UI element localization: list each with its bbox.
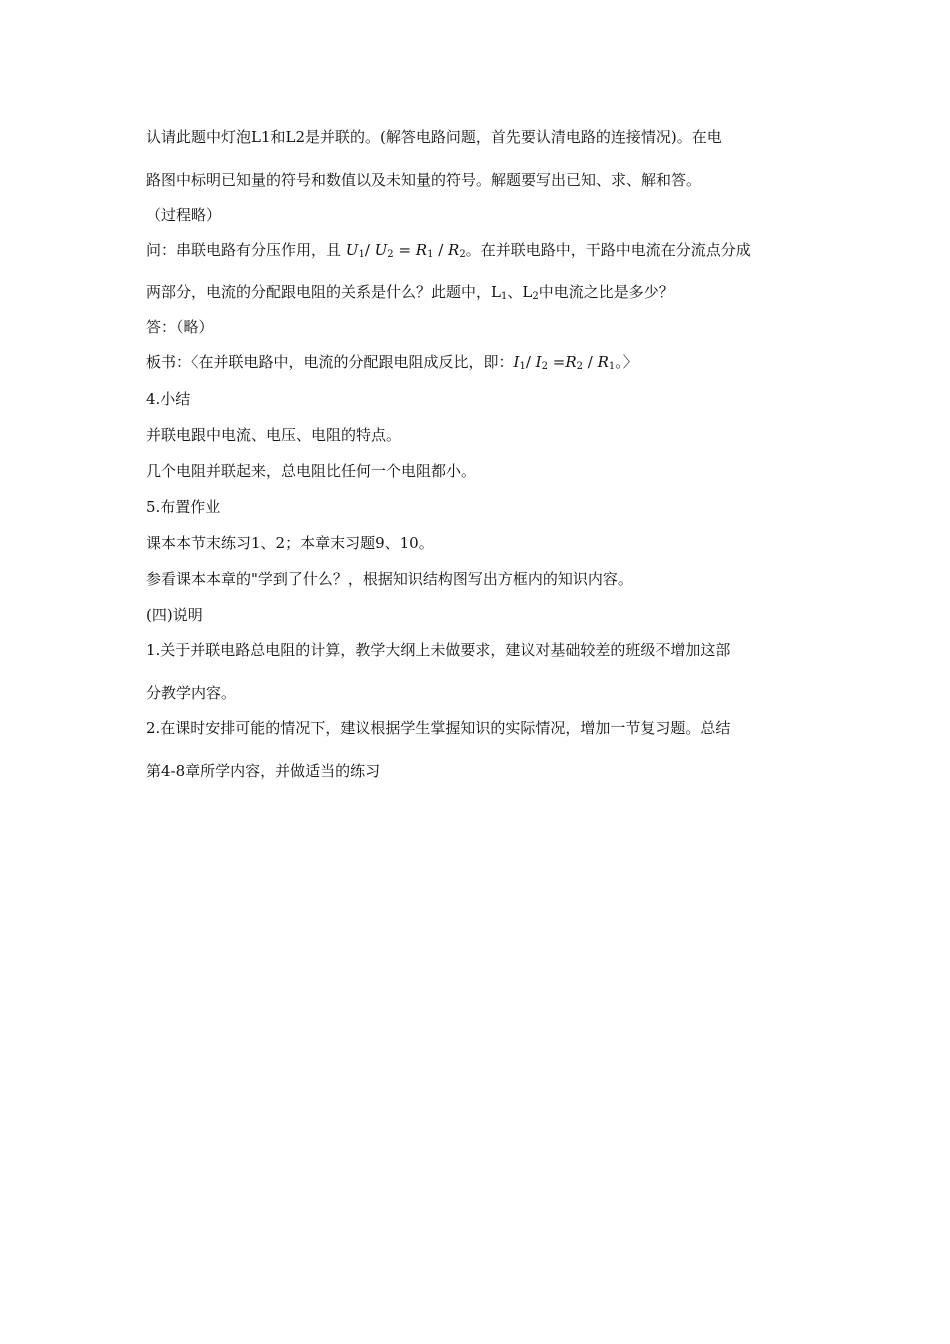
summary-heading: 4.小结 — [146, 390, 191, 408]
summary-line-2: 几个电阻并联起来，总电阻比任何一个电阻都小。 — [146, 462, 477, 480]
note-1-line-1: 1.关于并联电路总电阻的计算，教学大纲上未做要求，建议对基础较差的班级不增加这部 — [146, 641, 731, 659]
current-symbol-1: I — [513, 353, 520, 371]
summary-line-1: 并联电跟中电流、电压、电阻的特点。 — [146, 426, 402, 444]
notes-heading: (四)说明 — [146, 606, 203, 624]
board-suffix: 。〉 — [615, 353, 638, 371]
homework-heading: 5.布置作业 — [146, 498, 221, 516]
voltage-symbol-1: U — [345, 241, 359, 259]
board-subscript-2: 2 — [541, 361, 548, 372]
subscript-l1: 1 — [500, 291, 508, 302]
homework-line-2: 参看课本本章的"学到了什么？，根据知识结构图写出方框内的知识内容。 — [146, 570, 633, 588]
resistance-symbol-1: R — [415, 241, 428, 259]
board-subscript-1: 1 — [519, 361, 526, 372]
question-line-2 — [146, 282, 826, 307]
note-1-line-2: 分教学内容。 — [146, 684, 237, 702]
board-slash-1: / — [525, 353, 536, 371]
subscript-2: 2 — [387, 249, 394, 260]
question-line-1 — [146, 240, 826, 265]
subscript-l2: 2 — [532, 291, 539, 302]
subscript-1: 1 — [358, 249, 365, 260]
subscript-3: 1 — [427, 249, 434, 260]
board-line — [146, 352, 826, 377]
process-omitted: （过程略） — [146, 206, 222, 224]
resistance-symbol-2: R — [448, 241, 460, 259]
subscript-4: 2 — [459, 249, 466, 260]
note-2-line-1: 2.在课时安排可能的情况下，建议根据学生掌握知识的实际情况，增加一节复习题。总结 — [146, 719, 731, 737]
slash-1: / — [364, 241, 375, 259]
question-suffix: 。在并联电路中，干路中电流在分流点分成 — [465, 241, 751, 259]
homework-line-1: 课本本节末练习1、2；本章末习题9、10。 — [146, 534, 434, 552]
paragraph-line-1: 认请此题中灯泡L1和L2是并联的。(解答电路问题，首先要认清电路的连接情况)。在电 — [146, 128, 722, 146]
paragraph-line-2: 路图中标明已知量的符号和数值以及未知量的符号。解题要写出已知、求、解和答。 — [146, 171, 702, 189]
note-2-line-2: 第4-8章所学内容，并做适当的练习 — [146, 762, 381, 780]
question2-prefix: 两部分，电流的分配跟电阻的关系是什么？此题中，L — [146, 283, 501, 301]
board-equals: = — [547, 353, 566, 371]
board-resistance-1: R — [565, 353, 577, 371]
board-slash-2: / — [582, 353, 598, 371]
slash-2: / — [433, 241, 449, 259]
question2-suffix: 中电流之比是多少？ — [538, 283, 674, 301]
voltage-symbol-2: U — [374, 241, 388, 259]
question-prefix: 问：串联电路有分压作用，且 — [146, 241, 346, 259]
board-subscript-3: 2 — [576, 361, 583, 372]
equals-sign: = — [393, 241, 416, 259]
question2-mid: 、L — [507, 283, 533, 301]
answer-line: 答：（略） — [146, 318, 214, 336]
board-prefix: 板书：〈在并联电路中，电流的分配跟电阻成反比，即： — [146, 353, 514, 371]
board-resistance-2: R — [597, 353, 609, 371]
board-subscript-4: 1 — [608, 361, 616, 372]
current-symbol-2: I — [535, 353, 542, 371]
